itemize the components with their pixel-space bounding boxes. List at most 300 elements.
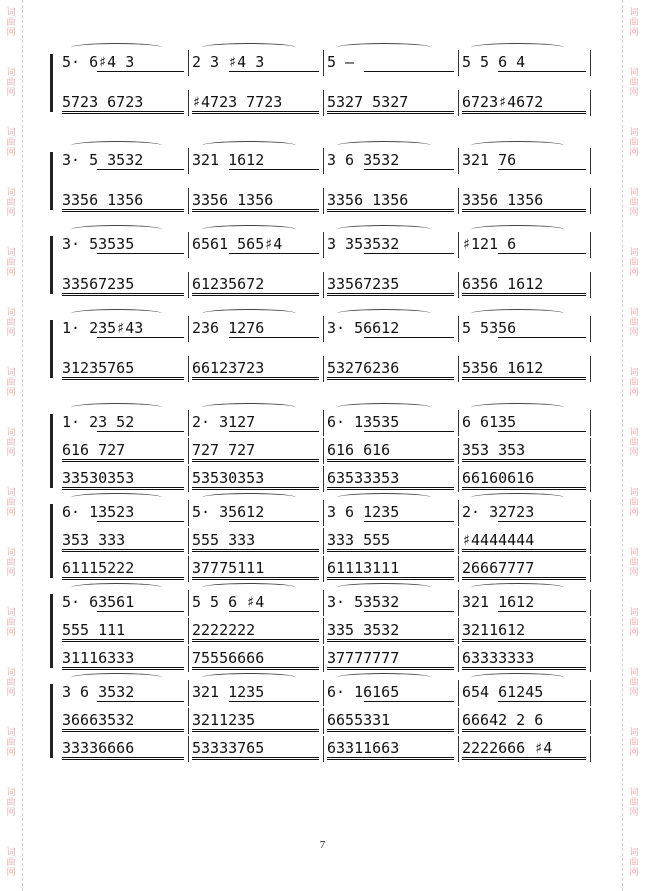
beam-line xyxy=(327,293,454,294)
beam-line xyxy=(364,253,455,254)
beam-line xyxy=(192,111,319,112)
beam-line xyxy=(327,757,454,758)
watermark-mark: 词 曲 网 xyxy=(629,608,639,638)
measure-notes: 2 3 ♯4 3 xyxy=(192,53,265,71)
measure-notes: 1· 235♯43 xyxy=(62,319,144,337)
measure xyxy=(458,468,590,488)
measure xyxy=(58,318,188,338)
bar-line xyxy=(590,500,591,526)
beam-line xyxy=(62,295,184,296)
measure xyxy=(188,738,323,758)
beam-line xyxy=(229,169,320,170)
measure-notes: 75556666 xyxy=(192,649,265,667)
measure xyxy=(188,468,323,488)
measure xyxy=(458,440,590,460)
slur-mark xyxy=(337,309,432,318)
beam-line xyxy=(192,379,319,380)
beam-line xyxy=(62,641,184,642)
watermark-mark: 词 曲 网 xyxy=(629,548,639,578)
measure xyxy=(323,648,458,668)
beam-line xyxy=(192,113,319,114)
beam-line xyxy=(327,639,454,640)
beam-line xyxy=(498,337,586,338)
bar-line xyxy=(590,590,591,616)
bar-line xyxy=(590,528,591,554)
beam-line xyxy=(327,577,454,578)
measure-notes: 6· 13535 xyxy=(327,413,400,431)
beam-line xyxy=(62,293,184,294)
watermark-mark: 词 曲 网 xyxy=(629,128,639,158)
staff-line xyxy=(58,682,584,702)
measure xyxy=(188,358,323,378)
measure xyxy=(323,468,458,488)
measure-notes: 3211235 xyxy=(192,711,256,729)
measure xyxy=(58,412,188,432)
staff-line xyxy=(58,468,584,488)
measure xyxy=(458,318,590,338)
measure-notes: 5· 6♯4 3 xyxy=(62,53,135,71)
system-brace xyxy=(50,236,53,294)
watermark-mark: 词 曲 网 xyxy=(6,308,16,338)
measure xyxy=(188,620,323,640)
measure-notes: 333 555 xyxy=(327,531,391,549)
watermark-mark: 词 曲 网 xyxy=(629,668,639,698)
measure xyxy=(188,150,323,170)
measure-notes: 555 333 xyxy=(192,531,256,549)
measure xyxy=(458,682,590,702)
beam-line xyxy=(498,521,586,522)
beam-line xyxy=(462,489,586,490)
measure-notes: 33567235 xyxy=(327,275,400,293)
measure xyxy=(323,682,458,702)
bar-line xyxy=(590,50,591,76)
beam-line xyxy=(462,579,586,580)
beam-line xyxy=(192,641,319,642)
bar-line xyxy=(590,316,591,342)
staff-line xyxy=(58,738,584,758)
beam-line xyxy=(97,71,184,72)
beam-line xyxy=(462,639,586,640)
measure-notes: 36663532 xyxy=(62,711,135,729)
measure-notes: ♯4444444 xyxy=(462,531,535,549)
watermark-mark: 词 曲 网 xyxy=(6,128,16,158)
measure xyxy=(188,710,323,730)
beam-line xyxy=(327,489,454,490)
slur-mark xyxy=(471,309,563,318)
watermark-mark: 词 曲 网 xyxy=(629,308,639,338)
measure xyxy=(323,318,458,338)
measure xyxy=(58,274,188,294)
measure-notes: 3211612 xyxy=(462,621,526,639)
beam-line xyxy=(364,431,455,432)
beam-line xyxy=(327,113,454,114)
staff-line xyxy=(58,150,584,170)
beam-line xyxy=(327,729,454,730)
beam-line xyxy=(364,611,455,612)
slur-mark xyxy=(202,493,297,502)
beam-line xyxy=(62,729,184,730)
measure-notes: 6723♯4672 xyxy=(462,93,544,111)
beam-line xyxy=(364,701,455,702)
measure xyxy=(458,234,590,254)
watermark-mark: 词 曲 网 xyxy=(6,788,16,818)
beam-line xyxy=(462,459,586,460)
beam-line xyxy=(192,293,319,294)
measure xyxy=(323,92,458,112)
beam-line xyxy=(192,551,319,552)
watermark-mark: 词 曲 网 xyxy=(6,248,16,278)
measure xyxy=(188,502,323,522)
beam-line xyxy=(364,169,455,170)
watermark-mark: 词 曲 网 xyxy=(629,428,639,458)
measure-notes: 37777777 xyxy=(327,649,400,667)
measure xyxy=(188,558,323,578)
slur-mark xyxy=(71,403,162,412)
measure xyxy=(58,92,188,112)
score-system xyxy=(52,592,584,670)
measure-notes: 3356 1356 xyxy=(192,191,274,209)
slur-mark xyxy=(71,225,162,234)
bar-line xyxy=(590,680,591,706)
measure-notes: 5· 63561 xyxy=(62,593,135,611)
beam-line xyxy=(462,667,586,668)
bar-line xyxy=(590,410,591,436)
measure xyxy=(458,710,590,730)
measure-notes: 37775111 xyxy=(192,559,265,577)
watermark-mark: 词 曲 网 xyxy=(629,68,639,98)
measure-notes: 66160616 xyxy=(462,469,535,487)
slur-mark xyxy=(337,141,432,150)
watermark-mark: 词 曲 网 xyxy=(6,488,16,518)
watermark-mark: 词 曲 网 xyxy=(6,68,16,98)
staff-line xyxy=(58,502,584,522)
slur-mark xyxy=(471,673,563,682)
measure-notes: 321 1612 xyxy=(462,593,535,611)
measure xyxy=(188,234,323,254)
measure xyxy=(323,234,458,254)
slur-mark xyxy=(471,583,563,592)
measure xyxy=(58,558,188,578)
score-system xyxy=(52,234,584,296)
beam-line xyxy=(462,209,586,210)
beam-line xyxy=(327,295,454,296)
measure-notes: 3 6 3532 xyxy=(327,151,400,169)
measure-notes: 33530353 xyxy=(62,469,135,487)
beam-line xyxy=(462,551,586,552)
beam-line xyxy=(229,337,320,338)
measure xyxy=(323,530,458,550)
beam-line xyxy=(192,667,319,668)
slur-mark xyxy=(202,309,297,318)
measure-notes: 33336666 xyxy=(62,739,135,757)
beam-line xyxy=(327,209,454,210)
beam-line xyxy=(97,169,184,170)
watermark-mark: 词 曲 网 xyxy=(6,548,16,578)
measure-notes: 6· 13523 xyxy=(62,503,135,521)
measure-notes: 3356 1356 xyxy=(327,191,409,209)
measure-notes: 3 353532 xyxy=(327,235,400,253)
slur-mark xyxy=(337,583,432,592)
watermark-mark: 词 曲 网 xyxy=(6,668,16,698)
beam-line xyxy=(327,379,454,380)
beam-line xyxy=(97,431,184,432)
staff-line xyxy=(58,592,584,612)
score-system xyxy=(52,502,584,580)
measure xyxy=(458,592,590,612)
slur-mark xyxy=(202,403,297,412)
measure xyxy=(58,52,188,72)
beam-line xyxy=(62,551,184,552)
measure xyxy=(458,738,590,758)
measure-notes: 555 111 xyxy=(62,621,126,639)
beam-line xyxy=(62,211,184,212)
measure xyxy=(323,592,458,612)
measure xyxy=(323,412,458,432)
measure xyxy=(58,592,188,612)
measure-notes: 53333765 xyxy=(192,739,265,757)
beam-line xyxy=(62,549,184,550)
bar-line xyxy=(590,272,591,298)
measure-notes: 61113111 xyxy=(327,559,400,577)
slur-mark xyxy=(71,673,162,682)
page-number: 7 xyxy=(319,839,326,851)
measure-notes: 63333333 xyxy=(462,649,535,667)
slur-mark xyxy=(202,583,297,592)
measure xyxy=(458,52,590,72)
bar-line xyxy=(590,556,591,582)
beam-line xyxy=(498,169,586,170)
beam-line xyxy=(327,377,454,378)
beam-line xyxy=(327,641,454,642)
measure xyxy=(458,274,590,294)
beam-line xyxy=(498,431,586,432)
slur-mark xyxy=(471,225,563,234)
watermark-mark: 词 曲 网 xyxy=(629,8,639,38)
beam-line xyxy=(462,759,586,760)
slur-mark xyxy=(71,493,162,502)
beam-line xyxy=(327,111,454,112)
beam-line xyxy=(327,669,454,670)
beam-line xyxy=(462,757,586,758)
watermark-mark: 词 曲 网 xyxy=(6,8,16,38)
measure xyxy=(58,440,188,460)
staff-line xyxy=(58,318,584,338)
slur-mark xyxy=(471,141,563,150)
measure xyxy=(58,710,188,730)
staff-line xyxy=(58,52,584,72)
measure-notes: 3· 56612 xyxy=(327,319,400,337)
beam-line xyxy=(97,611,184,612)
measure-notes: 6356 1612 xyxy=(462,275,544,293)
measure xyxy=(58,648,188,668)
measure xyxy=(188,274,323,294)
measure xyxy=(58,738,188,758)
measure-notes: 31235765 xyxy=(62,359,135,377)
measure xyxy=(323,620,458,640)
beam-line xyxy=(97,337,184,338)
beam-line xyxy=(192,209,319,210)
beam-line xyxy=(498,71,586,72)
measure xyxy=(458,502,590,522)
measure-notes: 33567235 xyxy=(62,275,135,293)
staff-line xyxy=(58,558,584,578)
score-system xyxy=(52,150,584,212)
measure xyxy=(458,648,590,668)
score-system xyxy=(52,318,584,380)
measure xyxy=(58,234,188,254)
measure-notes: 3356 1356 xyxy=(462,191,544,209)
watermark-mark: 词 曲 网 xyxy=(629,368,639,398)
measure xyxy=(188,52,323,72)
measure-notes: 1· 23 52 xyxy=(62,413,135,431)
measure-notes: 3 6 3532 xyxy=(62,683,135,701)
bar-line xyxy=(590,466,591,492)
measure xyxy=(58,682,188,702)
beam-line xyxy=(327,549,454,550)
beam-line xyxy=(192,579,319,580)
measure xyxy=(458,92,590,112)
beam-line xyxy=(97,253,184,254)
measure xyxy=(58,530,188,550)
system-brace xyxy=(50,152,53,210)
measure xyxy=(58,150,188,170)
score-system xyxy=(52,52,584,114)
system-brace xyxy=(50,504,53,578)
beam-line xyxy=(462,377,586,378)
slur-mark xyxy=(337,673,432,682)
measure xyxy=(323,738,458,758)
beam-line xyxy=(327,759,454,760)
beam-line xyxy=(327,461,454,462)
beam-line xyxy=(192,757,319,758)
beam-line xyxy=(462,379,586,380)
measure-notes: 6· 16165 xyxy=(327,683,400,701)
slur-mark xyxy=(202,225,297,234)
beam-line xyxy=(498,253,586,254)
slur-mark xyxy=(202,141,297,150)
measure xyxy=(58,620,188,640)
measure-notes: 654 61245 xyxy=(462,683,544,701)
measure xyxy=(188,318,323,338)
slur-mark xyxy=(337,403,432,412)
watermark-mark: 词 曲 网 xyxy=(6,608,16,638)
measure-notes: 61115222 xyxy=(62,559,135,577)
beam-line xyxy=(327,211,454,212)
beam-line xyxy=(364,71,455,72)
beam-line xyxy=(192,669,319,670)
beam-line xyxy=(462,211,586,212)
staff-line xyxy=(58,710,584,730)
beam-line xyxy=(192,459,319,460)
staff-line xyxy=(58,358,584,378)
measure-notes: 63311663 xyxy=(327,739,400,757)
beam-line xyxy=(462,729,586,730)
slur-mark xyxy=(71,141,162,150)
measure xyxy=(323,190,458,210)
beam-line xyxy=(462,641,586,642)
system-brace xyxy=(50,54,53,112)
measure xyxy=(458,620,590,640)
measure-notes: 53530353 xyxy=(192,469,265,487)
measure xyxy=(323,150,458,170)
beam-line xyxy=(498,701,586,702)
measure-notes: ♯121 6 xyxy=(462,235,517,253)
measure-notes: 2· 3127 xyxy=(192,413,256,431)
slur-mark xyxy=(471,43,563,52)
measure xyxy=(58,502,188,522)
measure xyxy=(323,358,458,378)
watermark-mark: 词 曲 网 xyxy=(629,728,639,758)
measure-notes: 31116333 xyxy=(62,649,135,667)
slur-mark xyxy=(337,493,432,502)
measure-notes: 5· 35612 xyxy=(192,503,265,521)
beam-line xyxy=(62,461,184,462)
measure-notes: 5327 5327 xyxy=(327,93,409,111)
watermark-mark: 词 曲 网 xyxy=(6,848,16,878)
measure-notes: 236 1276 xyxy=(192,319,265,337)
slur-mark xyxy=(71,583,162,592)
bar-line xyxy=(590,438,591,464)
measure xyxy=(188,682,323,702)
beam-line xyxy=(327,731,454,732)
beam-line xyxy=(192,489,319,490)
staff-line xyxy=(58,234,584,254)
watermark-mark: 词 曲 网 xyxy=(6,368,16,398)
watermark-mark: 词 曲 网 xyxy=(6,428,16,458)
measure-notes: 3· 53535 xyxy=(62,235,135,253)
measure-notes: 3 6 1235 xyxy=(327,503,400,521)
beam-line xyxy=(327,667,454,668)
beam-line xyxy=(192,461,319,462)
measure xyxy=(188,530,323,550)
measure-notes: 5 5 6 4 xyxy=(462,53,526,71)
beam-line xyxy=(62,377,184,378)
beam-line xyxy=(462,111,586,112)
measure xyxy=(188,440,323,460)
measure xyxy=(458,558,590,578)
staff-line xyxy=(58,620,584,640)
system-brace xyxy=(50,320,53,378)
slur-mark xyxy=(337,225,432,234)
beam-line xyxy=(229,253,320,254)
measure xyxy=(58,190,188,210)
measure xyxy=(188,648,323,668)
measure-notes: 353 333 xyxy=(62,531,126,549)
beam-line xyxy=(192,549,319,550)
staff-line xyxy=(58,648,584,668)
measure-notes: 2222666 ♯4 xyxy=(462,739,553,757)
beam-line xyxy=(229,701,320,702)
slur-mark xyxy=(71,43,162,52)
measure xyxy=(188,190,323,210)
beam-line xyxy=(498,611,586,612)
measure-notes: 6655331 xyxy=(327,711,391,729)
bar-line xyxy=(590,646,591,672)
staff-line xyxy=(58,530,584,550)
watermark-mark: 词 曲 网 xyxy=(629,188,639,218)
measure-notes: 616 727 xyxy=(62,441,126,459)
beam-line xyxy=(62,759,184,760)
measure-notes: 5 5 6 ♯4 xyxy=(192,593,265,611)
measure xyxy=(323,52,458,72)
beam-line xyxy=(229,71,320,72)
measure-notes: 3· 53532 xyxy=(327,593,400,611)
measure-notes: 6561 565♯4 xyxy=(192,235,283,253)
measure xyxy=(458,358,590,378)
beam-line xyxy=(462,577,586,578)
beam-line xyxy=(62,639,184,640)
beam-line xyxy=(192,577,319,578)
